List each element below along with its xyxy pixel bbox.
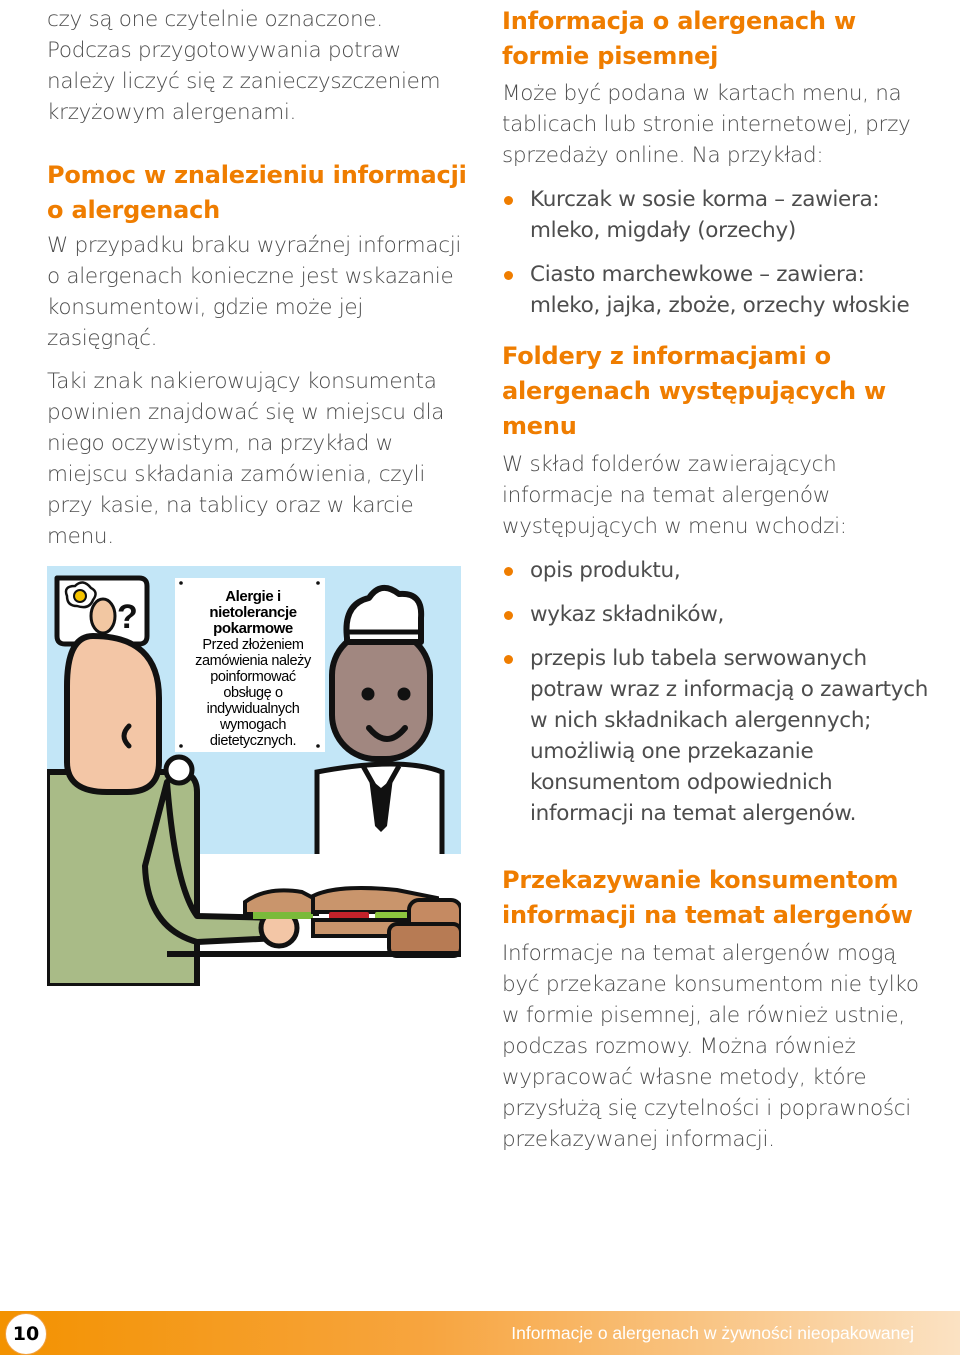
footer-title: Informacje o alergenach w żywności nieopakowanej bbox=[511, 1323, 914, 1343]
allergy-sign bbox=[186, 589, 320, 749]
continuation-paragraph: czy są one czytelnie oznaczone. Podczas przygotowywania potraw należy liczyć się z zanieczyszczeniem krzyżowym alergenami. bbox=[47, 7, 441, 125]
heading-passing-info: Przekazywanie konsumentom informacji na temat alergenów bbox=[502, 866, 913, 929]
bullet-icon bbox=[504, 196, 513, 205]
page-number: 10 bbox=[12, 1323, 40, 1345]
sign-body: Przed złożeniem zamówienia należy poinformować obsługę o indywidualnych wymogach dietetycznych. bbox=[195, 637, 311, 749]
heading-folders: Foldery z informacjami o alergenach występujących w menu bbox=[502, 342, 886, 440]
list-item: Ciasto marchewkowe – zawiera: mleko, jajka, zboże, orzechy włoskie bbox=[502, 259, 932, 321]
heading-help-finding-info: Pomoc w znalezieniu informacji o alergenach bbox=[47, 161, 467, 224]
egg-icon bbox=[91, 599, 115, 633]
folder-items-list bbox=[502, 555, 932, 829]
list-item: opis produktu, bbox=[502, 555, 932, 586]
bullet-icon bbox=[504, 567, 513, 576]
list-item: przepis lub tabela serwowanych potraw wraz z informacją o zawartych w nich składnikach alergennych; umożliwią one przekazanie konsumentom odpowiednich informacji na temat alergenów. bbox=[502, 643, 932, 829]
paragraph-no-info: W przypadku braku wyraźnej informacji o alergenach konieczne jest wskazanie konsumentowi, gdzie może jej zasięgnąć. bbox=[47, 233, 462, 351]
paragraph-written-info: Może być podana w kartach menu, na tablicach lub stronie internetowej, przy sprzedaży online. Na przykład: bbox=[502, 81, 911, 168]
list-item: wykaz składników, bbox=[502, 599, 932, 630]
question-mark: ? bbox=[117, 598, 138, 636]
sign-title: Alergie i nietolerancje pokarmowe bbox=[209, 588, 297, 637]
paragraph-sign-location: Taki znak nakierowujący konsumenta powinien znajdować się w miejscu dla niego oczywistym, na przykład w miejscu składania zamówienia, czyli przy kasie, na tablicy oraz w karcie menu. bbox=[47, 369, 445, 549]
examples-list bbox=[502, 184, 932, 321]
bullet-icon bbox=[504, 271, 513, 280]
paragraph-folders: W skład folderów zawierających informacje na temat alergenów występujących w menu wchodzi: bbox=[502, 452, 847, 539]
bullet-icon bbox=[504, 611, 513, 620]
bullet-icon bbox=[504, 655, 513, 664]
list-item: Kurczak w sosie korma – zawiera: mleko, migdały (orzechy) bbox=[502, 184, 932, 246]
paragraph-passing-info: Informacje na temat alergenów mogą być przekazane konsumentom nie tylko w formie pisemnej, ale również ustnie, podczas rozmowy. Można również wypracować własne metody, które przysłużą się czytelności i poprawności przekazywanej informacji. bbox=[502, 941, 919, 1152]
left-column bbox=[47, 4, 467, 552]
sandwich-icon bbox=[245, 890, 317, 919]
heading-written-info: Informacja o alergenach w formie pisemnej bbox=[502, 7, 856, 70]
right-column bbox=[502, 4, 932, 1155]
